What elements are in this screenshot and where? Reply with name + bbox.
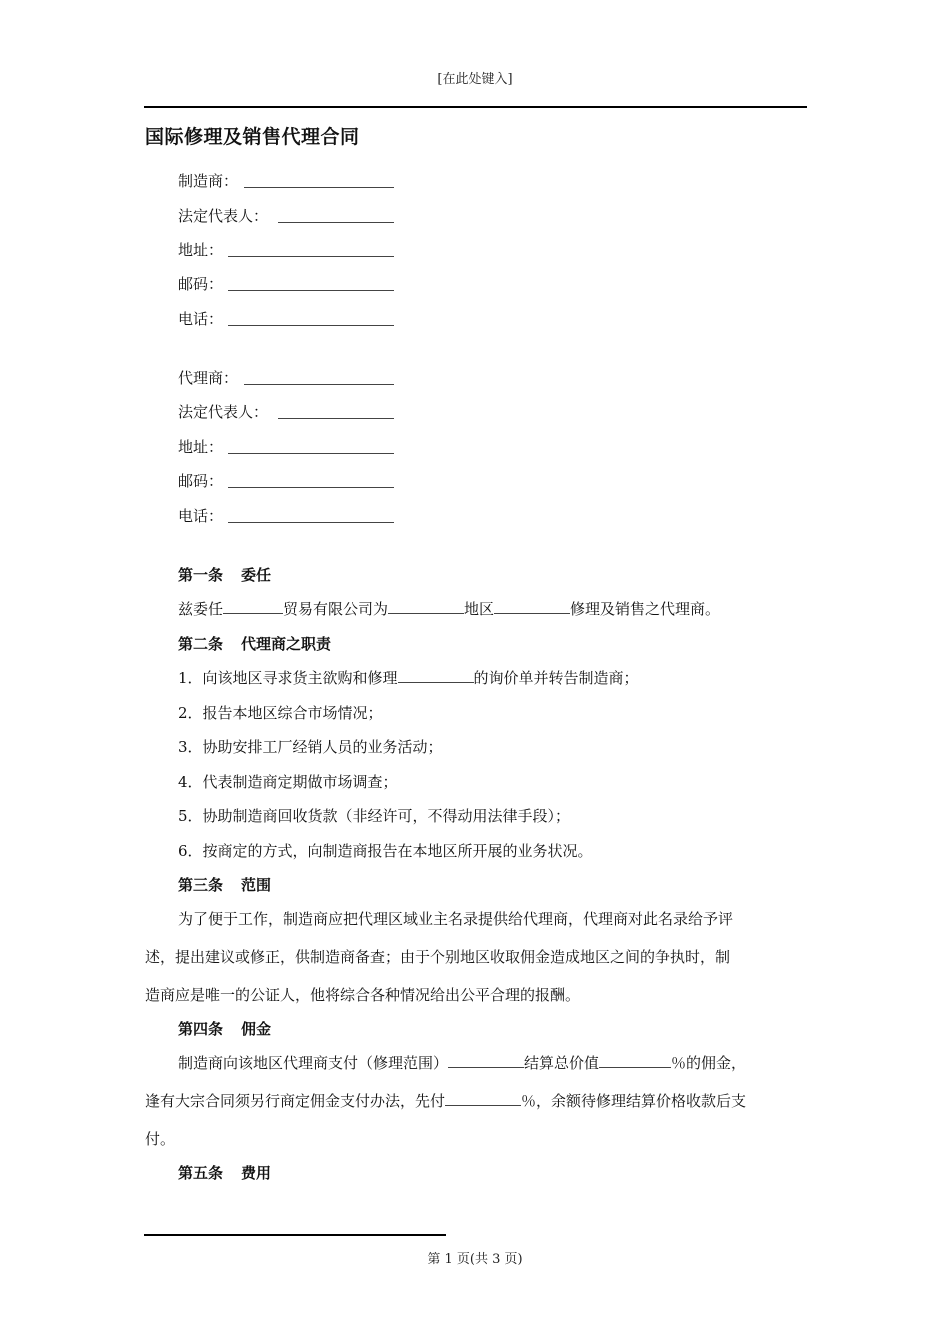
header-divider	[144, 106, 807, 108]
article-4-line-2	[145, 1090, 746, 1112]
agent-phone-field	[178, 505, 223, 527]
agent-postcode-field	[178, 470, 223, 492]
agent-postcode-blank	[228, 487, 394, 488]
page-header: [在此处键入]	[437, 72, 513, 87]
manufacturer-name-blank	[244, 187, 394, 188]
agent-address-field	[178, 436, 223, 458]
article-3-line-2: 述，提出建议或修正，供制造商备查；由于个别地区收取佣金造成地区之间的争执时，制	[145, 948, 731, 966]
article-5-number: 第五条	[178, 1164, 224, 1182]
article-1-text-1: 兹委任	[178, 600, 224, 618]
article-1-blank-region	[388, 599, 464, 614]
article-2-item-6: 6．按商定的方式，向制造商报告在本地区所开展的业务状况。	[178, 842, 593, 860]
article-5-heading	[178, 1162, 271, 1184]
article-2-title: 代理商之职责	[241, 635, 332, 653]
agent-address-label: 地址：	[178, 438, 224, 456]
article-4-line-2-text-1: 逢有大宗合同须另行商定佣金支付办法，先付	[145, 1092, 446, 1110]
manufacturer-phone-field	[178, 308, 223, 330]
article-3-line-1: 为了便于工作，制造商应把代理区域业主名录提供给代理商，代理商对此名录给予评	[178, 910, 734, 928]
article-1-paragraph	[178, 598, 720, 620]
agent-address-blank	[228, 453, 394, 454]
article-2-item-4: 4．代表制造商定期做市场调查；	[178, 773, 398, 791]
manufacturer-rep-label: 法定代表人：	[178, 207, 269, 225]
article-3-title: 范围	[241, 876, 272, 894]
article-2-item-2: 2．报告本地区综合市场情况；	[178, 704, 383, 722]
manufacturer-phone-label: 电话：	[178, 310, 224, 328]
article-5-title: 费用	[241, 1164, 272, 1182]
article-2-number: 第二条	[178, 635, 224, 653]
article-2-item-1-text-2: 的询价单并转告制造商；	[473, 669, 639, 687]
article-4-heading	[178, 1018, 271, 1040]
document-title: 国际修理及销售代理合同	[145, 126, 360, 148]
manufacturer-address-field	[178, 239, 223, 261]
footer-divider	[144, 1234, 446, 1236]
article-4-line-2-text-2: ％，余额待修理结算价格收款后支	[521, 1092, 747, 1110]
manufacturer-postcode-label: 邮码：	[178, 275, 224, 293]
article-4-blank-percent	[599, 1053, 671, 1068]
agent-name-blank	[244, 384, 394, 385]
manufacturer-postcode-blank	[228, 290, 394, 291]
article-3-heading	[178, 874, 271, 896]
article-4-blank-advance	[445, 1091, 521, 1106]
manufacturer-phone-blank	[228, 325, 394, 326]
manufacturer-rep-field	[178, 205, 268, 227]
agent-phone-blank	[228, 522, 394, 523]
agent-phone-label: 电话：	[178, 507, 224, 525]
agent-postcode-label: 邮码：	[178, 472, 224, 490]
article-4-number: 第四条	[178, 1020, 224, 1038]
article-1-text-2: 贸易有限公司为	[283, 600, 389, 618]
article-4-line-3: 付。	[145, 1130, 176, 1148]
article-4-line-1-text-3: ％的佣金，	[671, 1054, 747, 1072]
manufacturer-address-label: 地址：	[178, 241, 224, 259]
article-4-line-1-text-1: 制造商向该地区代理商支付（修理范围）	[178, 1054, 449, 1072]
article-3-number: 第三条	[178, 876, 224, 894]
agent-rep-field	[178, 401, 268, 423]
article-1-text-4: 修理及销售之代理商。	[570, 600, 721, 618]
article-1-number: 第一条	[178, 566, 224, 584]
article-4-line-1-text-2: 结算总价值	[524, 1054, 600, 1072]
manufacturer-name-field	[178, 170, 238, 192]
manufacturer-name-label: 制造商：	[178, 172, 239, 190]
page-footer: 第 1 页(共 3 页)	[427, 1252, 523, 1267]
agent-name-label: 代理商：	[178, 369, 239, 387]
manufacturer-address-blank	[228, 256, 394, 257]
article-4-title: 佣金	[241, 1020, 272, 1038]
article-4-blank-scope	[448, 1053, 524, 1068]
article-3-line-3: 造商应是唯一的公证人，他将综合各种情况给出公平合理的报酬。	[145, 986, 581, 1004]
article-1-heading	[178, 564, 271, 586]
manufacturer-rep-blank	[278, 222, 394, 223]
article-2-item-5: 5．协助制造商回收货款（非经许可，不得动用法律手段）；	[178, 807, 571, 825]
article-2-item-1-text-1: 1．向该地区寻求货主欲购和修理	[178, 669, 398, 687]
article-1-blank-company	[223, 599, 283, 614]
article-2-heading	[178, 633, 331, 655]
manufacturer-postcode-field	[178, 273, 223, 295]
article-1-blank-product	[494, 599, 570, 614]
article-2-item-1-blank	[398, 668, 474, 683]
article-2-item-3: 3．协助安排工厂经销人员的业务活动；	[178, 738, 443, 756]
agent-name-field	[178, 367, 238, 389]
article-1-text-3: 地区	[464, 600, 495, 618]
article-1-title: 委任	[241, 566, 272, 584]
agent-rep-label: 法定代表人：	[178, 403, 269, 421]
article-2-item-1	[178, 667, 639, 689]
article-4-line-1	[178, 1052, 746, 1074]
agent-rep-blank	[278, 418, 394, 419]
